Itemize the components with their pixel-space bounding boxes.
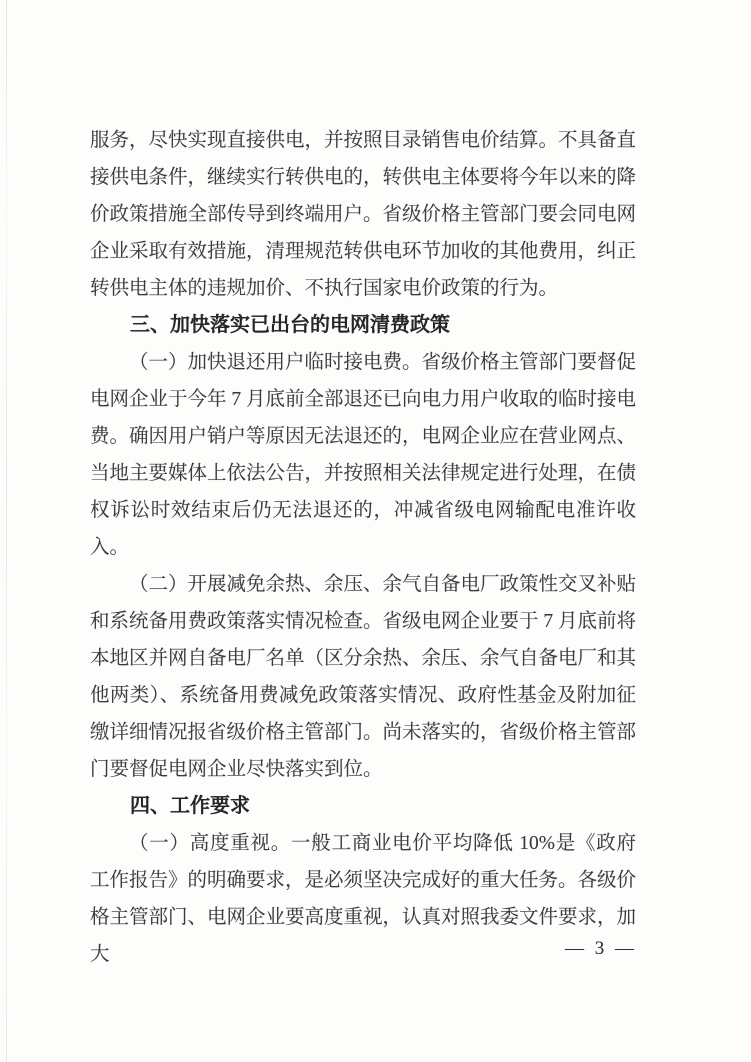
body-paragraph-item-two: （二）开展减免余热、余压、余气自备电厂政策性交叉补贴和系统备用费政策落实情况检查。省级电网企业要于 7 月底前将本地区并网自备电厂名单（区分余热、余压、余气自备电厂和其他两类）、系统备用费减免政策落实情况、政府性基金及附加征缴详细情况报省级价格主管部门。尚未落实的，省级价格主管部门要督促电网企业尽快落实到位。 [90, 574, 637, 780]
scan-edge-artifact [6, 0, 7, 1062]
body-paragraph-continuation: 服务，尽快实现直接供电，并按照目录销售电价结算。不具备直接供电条件，继续实行转供电的，转供电主体要将今年以来的降价政策措施全部传导到终端用户。省级价格主管部门要会同电网企业采取有效措施，清理规范转供电环节加收的其他费用，纠正转供电主体的违规加价、不执行国家电价政策的行为。 [90, 130, 637, 299]
page-number: — 3 — [565, 938, 637, 959]
section-heading-four: 四、工作要求 [130, 795, 250, 817]
document-body [90, 122, 636, 973]
body-paragraph-work-requirements: （一）高度重视。一般工商业电价平均降低 10%是《政府工作报告》的明确要求，是必须坚决完成好的重大任务。各级价格主管部门、电网企业要高度重视，认真对照我委文件要求，加大 [90, 833, 637, 965]
section-heading-three: 三、加快落实已出台的电网清费政策 [130, 314, 450, 336]
body-paragraph-item-one: （一）加快退还用户临时接电费。省级价格主管部门要督促电网企业于今年 7 月底前全部退还已向电力用户收取的临时接电费。确因用户销户等原因无法退还的，电网企业应在营业网点、当地主要媒体上依法公告，并按照相关法律规定进行处理，在债权诉讼时效结束后仍无法退还的，冲减省级电网输配电准许收入。 [90, 352, 637, 558]
